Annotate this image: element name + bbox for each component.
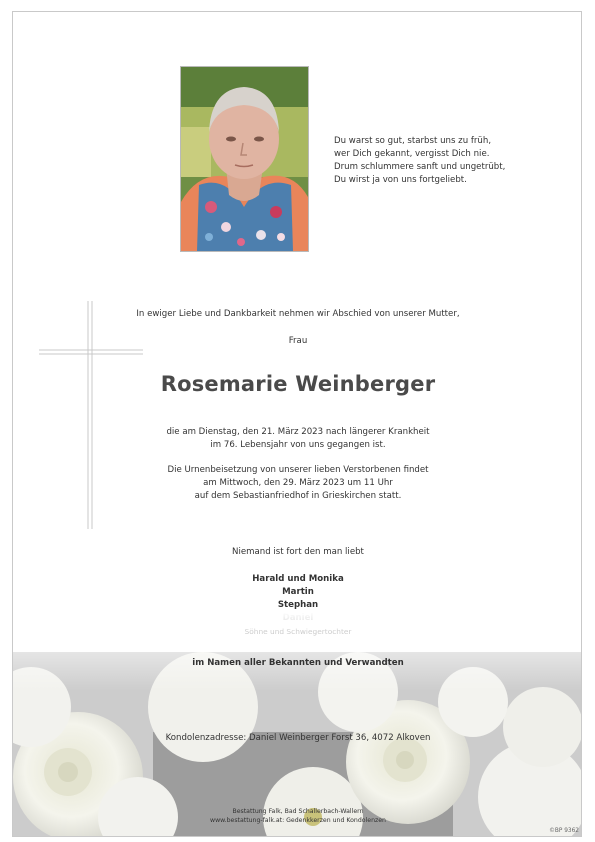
funeral-notice-line: Die Urnenbeisetzung von unserer lieben Verstorbenen findet [167, 465, 429, 475]
footer-link[interactable]: www.bestattung-falk.at: Gedenkkerzen und Kondolenzen [210, 817, 386, 824]
funeral-notice [13, 464, 582, 503]
closing-text: im Namen aller Bekannten und Verwandten [192, 658, 404, 668]
mourner-name: Stephan [277, 600, 319, 610]
funeral-notice-line: auf dem Sebastianfriedhof in Grieskirchen statt. [194, 491, 402, 501]
intro-text: In ewiger Liebe und Dankbarkeit nehmen wir Abschied von unserer Mutter, [136, 309, 460, 319]
mourner-name: Harald und Monika [252, 574, 344, 584]
white-roses-image [13, 612, 582, 837]
death-notice-line: die am Dienstag, den 21. März 2023 nach längerer Krankheit [166, 427, 430, 437]
funeral-notice-line: am Mittwoch, den 29. März 2023 um 11 Uhr [203, 478, 393, 488]
motto: Niemand ist fort den man liebt [232, 547, 364, 557]
obituary-card [12, 11, 582, 837]
poem [334, 135, 554, 187]
funeral-home-footer [13, 807, 582, 825]
death-notice-line: im 76. Lebensjahr von uns gegangen ist. [210, 440, 386, 450]
footer-line: Bestattung Falk, Bad Schallerbach-Wallern [232, 808, 364, 815]
condolence-address: Kondolenzadresse: Daniel Weinberger Forst 36, 4072 Alkoven [165, 733, 431, 743]
print-code: ©BP 9362 [549, 828, 579, 834]
poem-line: wer Dich gekannt, vergisst Dich nie. [334, 149, 490, 159]
poem-line: Drum schlummere sanft und ungetrübt, [334, 162, 506, 172]
mourner-name: Martin [282, 587, 314, 597]
death-notice [13, 426, 582, 452]
poem-line: Du wirst ja von uns fortgeliebt. [334, 175, 467, 185]
deceased-name: Rosemarie Weinberger [160, 372, 436, 396]
salutation: Frau [288, 336, 308, 346]
portrait-photo [180, 66, 309, 252]
poem-line: Du warst so gut, starbst uns zu früh, [334, 136, 492, 146]
